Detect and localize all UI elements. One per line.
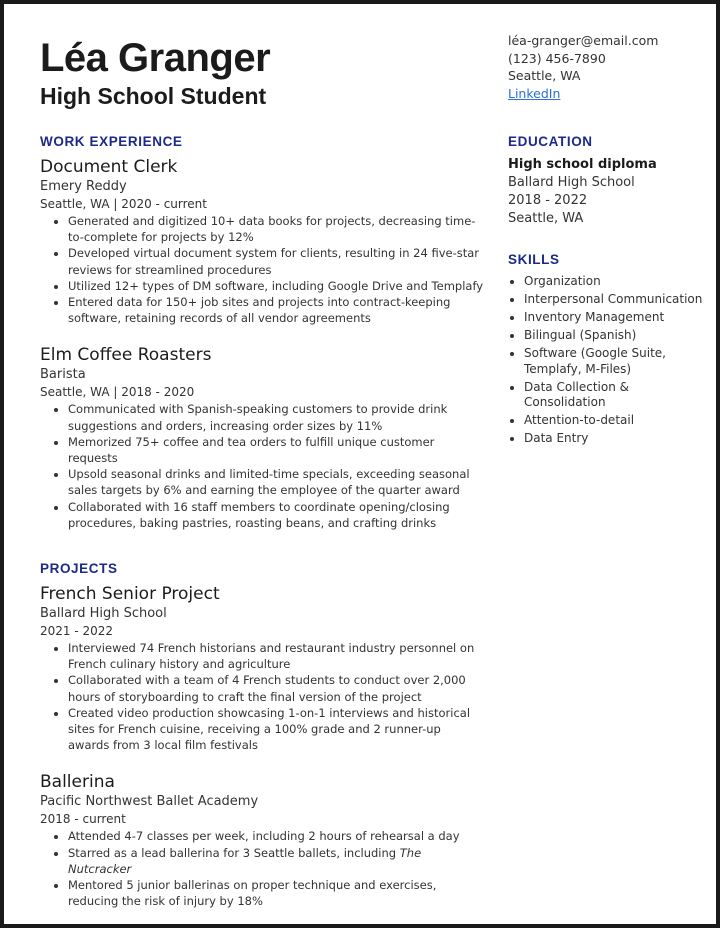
- skill-item: • Software (Google Suite, Templafy, M-Files): [524, 346, 708, 377]
- job-org: Emery Reddy: [40, 179, 127, 194]
- section-heading-skills: SKILLS: [508, 252, 560, 267]
- bullet: • Upsold seasonal drinks and limited-time specials, exceeding seasonal sales targets by 6% and earning the employee of the quarter award: [68, 466, 485, 498]
- skill-item: • Attention-to-detail: [524, 413, 708, 429]
- bullet: • Created video production showcasing 1-on-1 interviews and historical sites for French cuisine, receiving a 100% grade and 2 runner-up awards from 3 local film festivals: [68, 705, 485, 754]
- bullet: • Communicated with Spanish-speaking customers to provide drink suggestions and orders, increasing order sizes by 11%: [68, 401, 485, 433]
- bullet: • Collaborated with a team of 4 French students to conduct over 2,000 hours of storyboarding to craft the final version of the project: [68, 672, 485, 704]
- right-column: [508, 132, 708, 449]
- bullet: • Memorized 75+ coffee and tea orders to fulfill unique customer requests: [68, 434, 485, 466]
- project-bullets: [40, 828, 485, 909]
- contact-email: léa-granger@email.com: [508, 33, 659, 48]
- project-org: Ballard High School: [40, 606, 167, 622]
- project-title: French Senior Project: [40, 584, 220, 605]
- project-org: Pacific Northwest Ballet Academy: [40, 794, 259, 810]
- bullet: • Utilized 12+ types of DM software, including Google Drive and Templafy: [68, 278, 485, 294]
- bullet-text: Starred as a lead ballerina for 3 Seattle ballets, including: [68, 845, 400, 860]
- candidate-name: Léa Granger: [40, 36, 271, 80]
- job-org: Barista: [40, 367, 86, 383]
- skill-item: • Data Entry: [524, 431, 708, 447]
- linkedin-link[interactable]: LinkedIn: [508, 85, 561, 101]
- project-bullets: [40, 640, 485, 753]
- education-school: Ballard High School: [508, 175, 635, 190]
- project-entry: [40, 583, 485, 753]
- bullet: • Mentored 5 junior ballerinas on proper technique and exercises, reducing the risk of injury by 18%: [68, 877, 485, 909]
- section-heading-projects: PROJECTS: [40, 561, 118, 577]
- job-title: Document Clerk: [40, 157, 178, 177]
- job-bullets: [40, 401, 485, 531]
- section-heading-work: WORK EXPERIENCE: [40, 134, 183, 149]
- work-entry: [40, 344, 485, 531]
- project-meta: 2021 - 2022: [40, 624, 114, 639]
- skill-item: • Interpersonal Communication: [524, 292, 708, 308]
- skill-item: • Inventory Management: [524, 310, 708, 326]
- project-meta: 2018 - current: [40, 812, 126, 827]
- skill-item: • Organization: [524, 274, 708, 290]
- left-column: [40, 132, 485, 927]
- contact-block: [508, 32, 658, 102]
- work-entry: [40, 156, 485, 326]
- job-bullets: [40, 213, 485, 326]
- bullet: • Developed virtual document system for clients, resulting in 24 five-star reviews for streamlined procedures: [68, 245, 485, 277]
- job-title: Elm Coffee Roasters: [40, 345, 212, 366]
- section-heading-education: EDUCATION: [508, 134, 593, 149]
- resume-page: [4, 4, 716, 924]
- project-title: Ballerina: [40, 772, 115, 793]
- skill-item: • Bilingual (Spanish): [524, 328, 708, 344]
- project-entry: [40, 771, 485, 909]
- contact-phone: (123) 456-7890: [508, 50, 606, 66]
- bullet: • Interviewed 74 French historians and restaurant industry personnel on French culinary history and agriculture: [68, 640, 485, 672]
- job-meta: Seattle, WA | 2018 - 2020: [40, 385, 195, 400]
- bullet-italic-title: The Nutcracker: [68, 845, 422, 876]
- bullet: • Attended 4-7 classes per week, including 2 hours of rehearsal a day: [68, 828, 485, 844]
- contact-location: Seattle, WA: [508, 68, 581, 83]
- bullet: • Collaborated with 16 staff members to coordinate opening/closing procedures, baking pastries, roasting beans, and crafting drinks: [68, 499, 485, 531]
- skill-item: • Data Collection & Consolidation: [524, 380, 708, 411]
- education-degree: High school diploma: [508, 157, 657, 172]
- candidate-title: High School Student: [40, 83, 267, 109]
- bullet: [68, 845, 485, 877]
- education-years: 2018 - 2022: [508, 193, 588, 208]
- skills-list: [508, 274, 708, 447]
- bullet: • Generated and digitized 10+ data books for projects, decreasing time-to-complete for projects by 12%: [68, 213, 485, 245]
- bullet: • Entered data for 150+ job sites and projects into contract-keeping software, retaining records of all vendor agreements: [68, 294, 485, 326]
- job-meta: Seattle, WA | 2020 - current: [40, 197, 207, 211]
- education-location: Seattle, WA: [508, 211, 584, 226]
